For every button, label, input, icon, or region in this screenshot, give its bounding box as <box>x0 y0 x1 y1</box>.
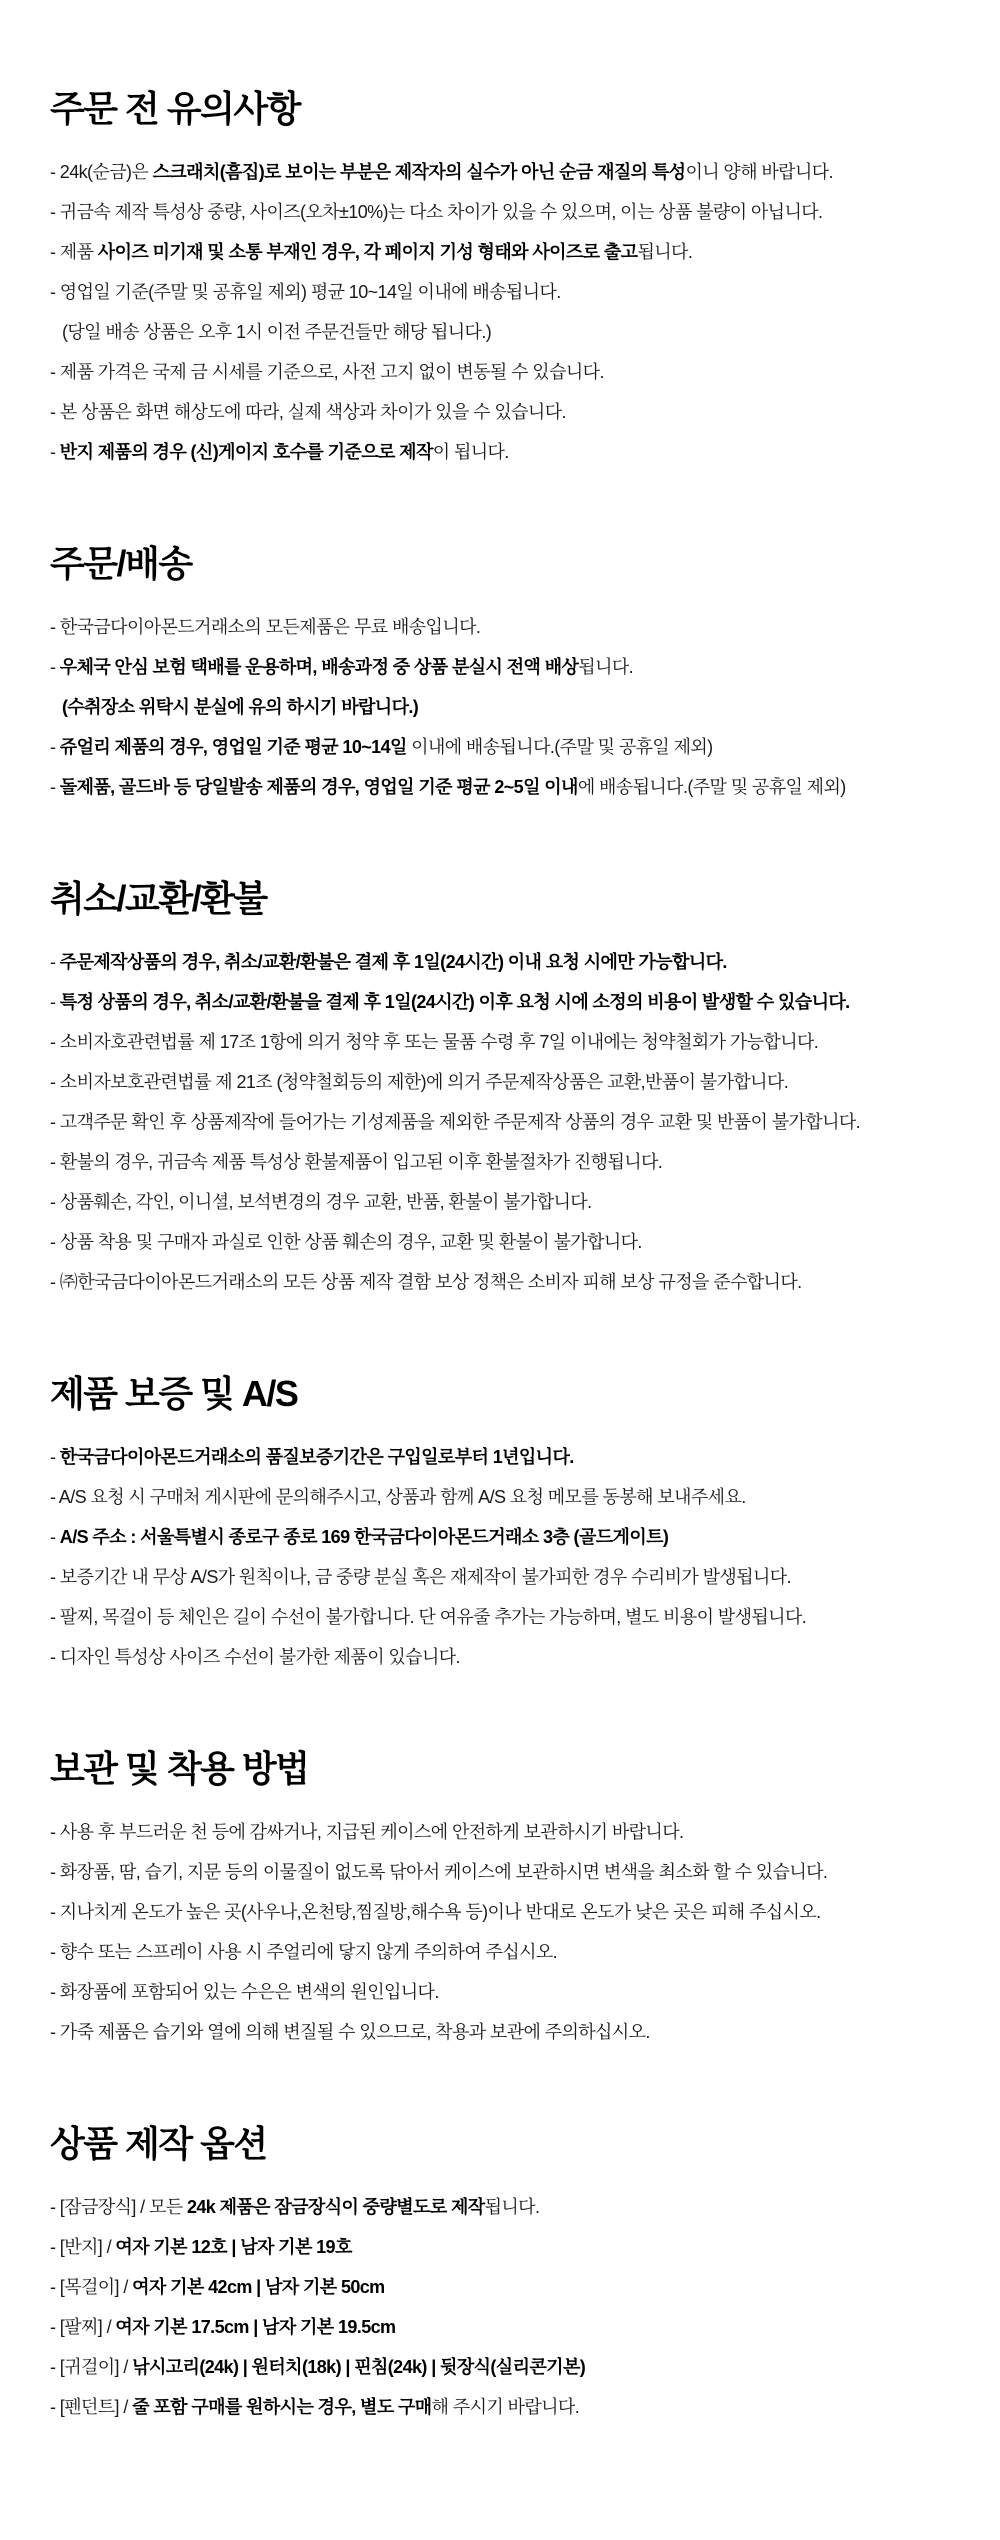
notice-text-bold: 여자 기본 17.5cm | 남자 기본 19.5cm <box>115 2317 396 2337</box>
notice-text: - [펜던트] / <box>50 2397 133 2417</box>
notice-item <box>50 1812 980 1852</box>
notice-item <box>50 607 980 647</box>
notice-item <box>50 432 980 472</box>
section-items <box>50 607 980 807</box>
notice-item <box>50 1852 980 1892</box>
notice-text: - <box>50 442 60 462</box>
notice-text: - 소비자호관련법률 제 17조 1항에 의거 청약 후 또는 물품 수령 후 7일 이내에는 청약철회가 가능합니다. <box>50 1032 819 1052</box>
notice-item <box>50 1517 980 1557</box>
notice-text: - 환불의 경우, 귀금속 제품 특성상 환불제품이 입고된 이후 환불절차가 진행됩니다. <box>50 1152 663 1172</box>
notice-item <box>50 272 980 312</box>
notice-item <box>50 1637 980 1677</box>
section-items <box>50 152 980 472</box>
notice-text: - <box>50 1447 60 1467</box>
notice-item <box>50 2012 980 2052</box>
notice-item <box>50 1142 980 1182</box>
notice-text: - 화장품, 땀, 습기, 지문 등의 이물질이 없도록 닦아서 케이스에 보관하시면 변색을 최소화 할 수 있습니다. <box>50 1862 828 1882</box>
notice-text-bold: 특정 상품의 경우, 취소/교환/환불을 결제 후 1일(24시간) 이후 요청 시에 소정의 비용이 발생할 수 있습니다. <box>59 992 850 1012</box>
notice-item <box>50 312 980 352</box>
notice-item <box>50 1932 980 1972</box>
notice-text-bold: 쥬얼리 제품의 경우, 영업일 기준 평균 10~14일 <box>59 737 407 757</box>
notice-text: - 24k(순금)은 <box>50 162 153 182</box>
section-title-product-options: 상품 제작 옵션 <box>50 2123 267 2164</box>
notice-item <box>50 1477 980 1517</box>
notice-text-bold: 24k 제품은 잠금장식이 중량별도로 제작 <box>186 2197 485 2217</box>
notice-text: - 화장품에 포함되어 있는 수은은 변색의 원인입니다. <box>50 1982 439 2002</box>
notice-text: - [반지] / <box>50 2237 116 2257</box>
notice-text-bold: 줄 포함 구매를 원하시는 경우, 별도 구매 <box>132 2397 432 2417</box>
notice-item <box>50 232 980 272</box>
notice-text: 이내에 배송됩니다.(주말 및 공휴일 제외) <box>406 737 713 757</box>
notice-text-bold: 반지 제품의 경우 (신)게이지 호수를 기준으로 제작 <box>59 442 433 462</box>
notice-text: - 한국금다이아몬드거래소의 모든제품은 무료 배송입니다. <box>50 617 481 637</box>
notice-item <box>50 1972 980 2012</box>
notice-text: - [팔찌] / <box>50 2317 116 2337</box>
notice-text: - <box>50 992 60 1012</box>
notice-item <box>50 2387 980 2427</box>
notice-text-bold: 우체국 안심 보험 택배를 운용하며, 배송과정 중 상품 분실시 전액 배상 <box>59 657 579 677</box>
notice-text: - <box>50 657 60 677</box>
notice-text-bold: 여자 기본 12호 | 남자 기본 19호 <box>115 2237 352 2257</box>
section-items <box>50 1437 980 1677</box>
notice-item <box>50 1062 980 1102</box>
notice-text: - 상품훼손, 각인, 이니셜, 보석변경의 경우 교환, 반품, 환불이 불가합니다. <box>50 1192 592 1212</box>
notice-text-bold: 낚시고리(24k) | 원터치(18k) | 핀침(24k) | 뒷장식(실리콘기본) <box>132 2357 586 2377</box>
notice-item <box>50 1437 980 1477</box>
notice-item <box>50 1102 980 1142</box>
notice-text-bold: 스크래치(흠집)로 보이는 부분은 제작자의 실수가 아닌 순금 재질의 특성 <box>152 162 686 182</box>
section-storage-wearing <box>50 1747 980 2052</box>
notice-text: - 가죽 제품은 습기와 열에 의해 변질될 수 있으므로, 착용과 보관에 주의하십시오. <box>50 2022 650 2042</box>
notice-item <box>50 152 980 192</box>
notice-item <box>50 942 980 982</box>
notice-text-bold: A/S 주소 : 서울특별시 종로구 종로 169 한국금다이아몬드거래소 3층 (골드게이트) <box>59 1527 669 1547</box>
notice-text-bold: 주문제작상품의 경우, 취소/교환/환불은 결제 후 1일(24시간) 이내 요청 시에만 가능합니다. <box>59 952 727 972</box>
notice-text: - <box>50 1527 60 1547</box>
notice-text: 됩니다. <box>637 242 693 262</box>
notice-item <box>50 982 980 1022</box>
notice-item <box>50 2307 980 2347</box>
notice-text: 이니 양해 바랍니다. <box>685 162 833 182</box>
notice-text: - ㈜한국금다이아몬드거래소의 모든 상품 제작 결함 보상 정책은 소비자 피해 보상 규정을 준수합니다. <box>50 1272 802 1292</box>
notice-text: - 사용 후 부드러운 천 등에 감싸거나, 지급된 케이스에 안전하게 보관하시기 바랍니다. <box>50 1822 684 1842</box>
notice-item <box>50 1022 980 1062</box>
notice-item <box>50 1557 980 1597</box>
notice-text: 에 배송됩니다.(주말 및 공휴일 제외) <box>577 777 846 797</box>
notice-item <box>50 192 980 232</box>
notice-text-bold: 한국금다이아몬드거래소의 품질보증기간은 구입일로부터 1년입니다. <box>59 1447 574 1467</box>
notice-text: - 향수 또는 스프레이 사용 시 주얼리에 닿지 않게 주의하여 주십시오. <box>50 1942 558 1962</box>
notice-text: - 본 상품은 화면 해상도에 따라, 실제 색상과 차이가 있을 수 있습니다. <box>50 402 566 422</box>
notice-text: - 상품 착용 및 구매자 과실로 인한 상품 훼손의 경우, 교환 및 환불이 불가합니다. <box>50 1232 642 1252</box>
notice-text: - [목걸이] / <box>50 2277 133 2297</box>
notice-text: 해 주시기 바랍니다. <box>431 2397 580 2417</box>
section-title-pre-order-notice: 주문 전 유의사항 <box>50 88 300 129</box>
section-product-options <box>50 2122 980 2427</box>
notice-text-bold: (수취장소 위탁시 분실에 유의 하시기 바랍니다.) <box>62 697 419 717</box>
notice-text: - 고객주문 확인 후 상품제작에 들어가는 기성제품을 제외한 주문제작 상품의 경우 교환 및 반품이 불가합니다. <box>50 1112 861 1132</box>
notice-item <box>50 392 980 432</box>
notice-text: - 소비자보호관련법률 제 21조 (청약철회등의 제한)에 의거 주문제작상품은 교환,반품이 불가합니다. <box>50 1072 789 1092</box>
notice-text: (당일 배송 상품은 오후 1시 이전 주문건들만 해당 됩니다.) <box>62 322 492 342</box>
notice-item <box>50 647 980 687</box>
notice-item <box>50 727 980 767</box>
notice-text-bold: 사이즈 미기재 및 소통 부재인 경우, 각 페이지 기성 형태와 사이즈로 출고 <box>97 242 638 262</box>
notice-item <box>50 1262 980 1302</box>
notice-item <box>50 2267 980 2307</box>
notice-text: - 제품 가격은 국제 금 시세를 기준으로, 사전 고지 없이 변동될 수 있습니다. <box>50 362 604 382</box>
notice-item <box>50 2227 980 2267</box>
section-items <box>50 2187 980 2427</box>
notice-text: - A/S 요청 시 구매처 게시판에 문의해주시고, 상품과 함께 A/S 요청 메모를 동봉해 보내주세요. <box>50 1487 746 1507</box>
notice-item <box>50 352 980 392</box>
section-items <box>50 1812 980 2052</box>
notice-text: - [잠금장식] / 모든 <box>50 2197 187 2217</box>
section-title-warranty-as: 제품 보증 및 A/S <box>50 1373 298 1414</box>
notice-text: - 지나치게 온도가 높은 곳(사우나,온천탕,찜질방,해수욕 등)이나 반대로 온도가 낮은 곳은 피해 주십시오. <box>50 1902 821 1922</box>
notice-item <box>50 1222 980 1262</box>
section-items <box>50 942 980 1302</box>
section-warranty-as <box>50 1372 980 1677</box>
notice-item <box>50 687 980 727</box>
notice-text: - 디자인 특성상 사이즈 수선이 불가한 제품이 있습니다. <box>50 1647 460 1667</box>
notice-text: - <box>50 952 60 972</box>
notice-text: - 보증기간 내 무상 A/S가 원칙이나, 금 중량 분실 혹은 재제작이 불가피한 경우 수리비가 발생됩니다. <box>50 1567 791 1587</box>
notice-item <box>50 2187 980 2227</box>
section-order-shipping <box>50 542 980 807</box>
notice-text: - 제품 <box>50 242 98 262</box>
notice-item <box>50 2347 980 2387</box>
notice-item <box>50 1892 980 1932</box>
notice-text: 됩니다. <box>578 657 634 677</box>
section-title-cancel-exchange-refund: 취소/교환/환불 <box>50 878 267 919</box>
notice-text: - 팔찌, 목걸이 등 체인은 길이 수선이 불가합니다. 단 여유줄 추가는 가능하며, 별도 비용이 발생됩니다. <box>50 1607 807 1627</box>
notice-item <box>50 1597 980 1637</box>
notice-text: 이 됩니다. <box>432 442 509 462</box>
section-title-order-shipping: 주문/배송 <box>50 543 192 584</box>
notice-text: - <box>50 737 60 757</box>
notice-text: - 귀금속 제작 특성상 중량, 사이즈(오차±10%)는 다소 차이가 있을 수 있으며, 이는 상품 불량이 아닙니다. <box>50 202 823 222</box>
notice-text: - [귀걸이] / <box>50 2357 133 2377</box>
notice-item <box>50 767 980 807</box>
notice-text-bold: 여자 기본 42cm | 남자 기본 50cm <box>132 2277 385 2297</box>
section-title-storage-wearing: 보관 및 착용 방법 <box>50 1748 309 1789</box>
notice-text-bold: 돌제품, 골드바 등 당일발송 제품의 경우, 영업일 기준 평균 2~5일 이내 <box>59 777 578 797</box>
notice-item <box>50 1182 980 1222</box>
section-pre-order-notice <box>50 87 980 472</box>
section-cancel-exchange-refund <box>50 877 980 1302</box>
notice-text: 됩니다. <box>484 2197 540 2217</box>
notice-text: - <box>50 777 60 797</box>
notice-text: - 영업일 기준(주말 및 공휴일 제외) 평균 10~14일 이내에 배송됩니다. <box>50 282 561 302</box>
